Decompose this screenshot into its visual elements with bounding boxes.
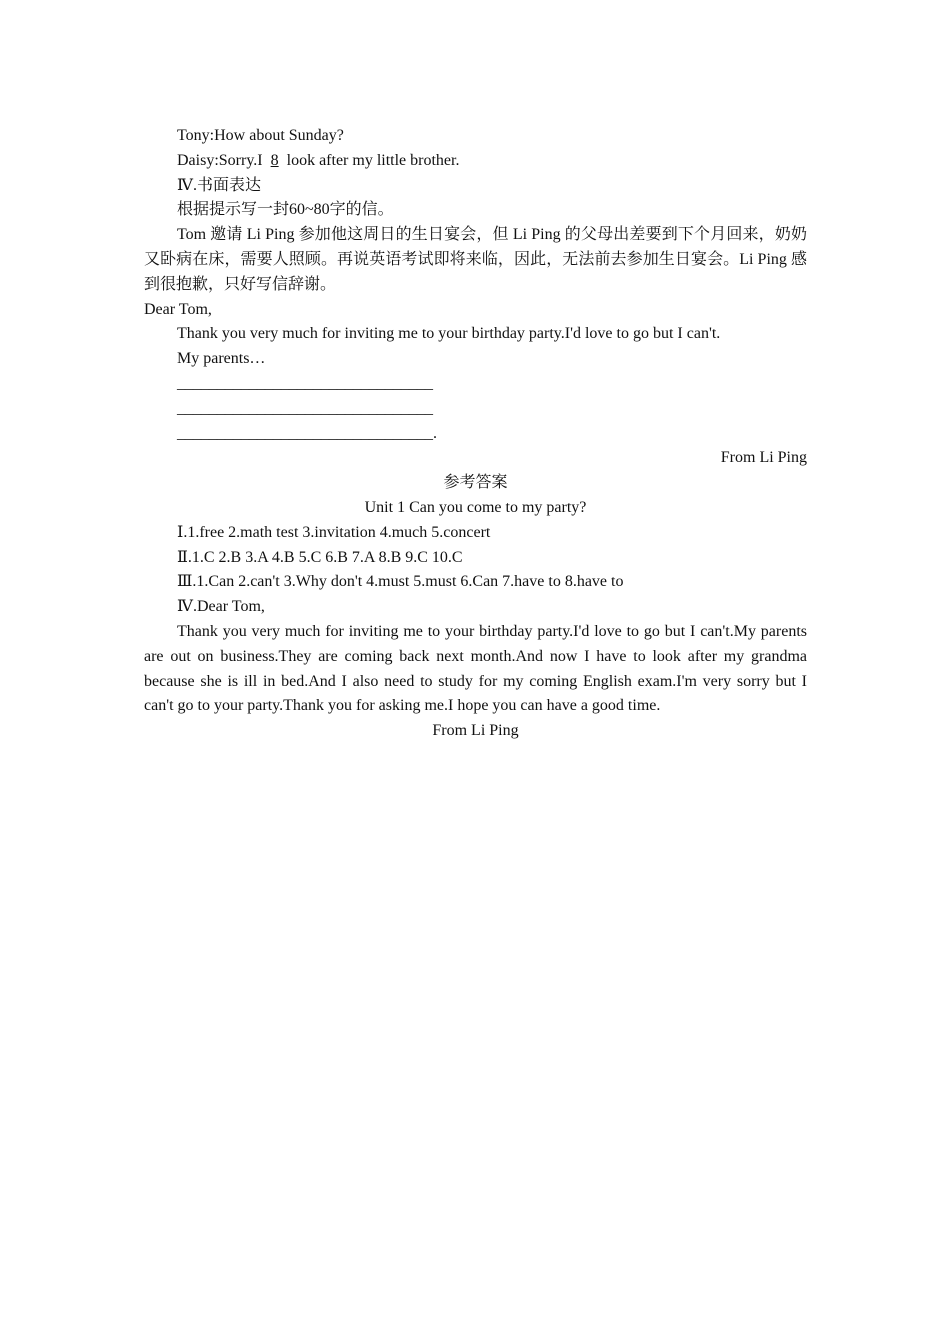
daisy-suffix: look after my little brother. bbox=[282, 151, 460, 169]
letter-opening: Thank you very much for inviting me to your birthday party.I'd love to go but I can't. bbox=[177, 325, 721, 343]
answers-part-4-greeting: Ⅳ.Dear Tom, bbox=[177, 598, 265, 616]
blank-line: ________________________________. bbox=[177, 424, 437, 442]
dialogue-line-tony: Tony:How about Sunday? bbox=[177, 127, 344, 144]
answers-part-4-body: Thank you very much for inviting me to your birthday party.I'd love to go but I can't.My parents are out on business.They are coming back next month.And now I have to look after my grandma because she is ill in bed.And I also need to study for my coming English exam.I'm very sorry but I can't go to your party.Thank you for asking me.I hope you can have a good time. bbox=[144, 622, 807, 715]
answers-part-1: Ⅰ.1.free 2.math test 3.invitation 4.much 5.concert bbox=[177, 523, 491, 541]
answers-part-4-signature: From Li Ping bbox=[432, 722, 519, 740]
document-page bbox=[144, 124, 807, 744]
letter-greeting: Dear Tom, bbox=[144, 300, 212, 318]
letter-start: My parents… bbox=[177, 350, 266, 368]
dialogue-line-daisy bbox=[144, 149, 807, 174]
unit-title: Unit 1 Can you come to my party? bbox=[364, 498, 587, 516]
daisy-prefix: Daisy:Sorry.I bbox=[177, 151, 267, 169]
blank-line: ________________________________ bbox=[177, 374, 433, 392]
letter-signature: From Li Ping bbox=[720, 449, 807, 467]
section-4-instruction: 根据提示写一封60~80字的信。 bbox=[177, 201, 394, 219]
blank-number: 8 bbox=[270, 151, 279, 169]
section-4-title: Ⅳ.书面表达 bbox=[177, 176, 261, 194]
answers-part-2: Ⅱ.1.C 2.B 3.A 4.B 5.C 6.B 7.A 8.B 9.C 10.C bbox=[177, 548, 463, 566]
section-4-prompt: Tom 邀请 Li Ping 参加他这周日的生日宴会，但 Li Ping 的父母出差要到下个月回来，奶奶又卧病在床，需要人照顾。再说英语考试即将来临，因此，无法前去参加生日宴会。Li Ping 感到很抱歉，只好写信辞谢。 bbox=[144, 226, 807, 293]
answers-part-3: Ⅲ.1.Can 2.can't 3.Why don't 4.must 5.must 6.Can 7.have to 8.have to bbox=[177, 573, 624, 591]
blank-line: ________________________________ bbox=[177, 399, 433, 417]
answers-heading: 参考答案 bbox=[443, 474, 508, 492]
